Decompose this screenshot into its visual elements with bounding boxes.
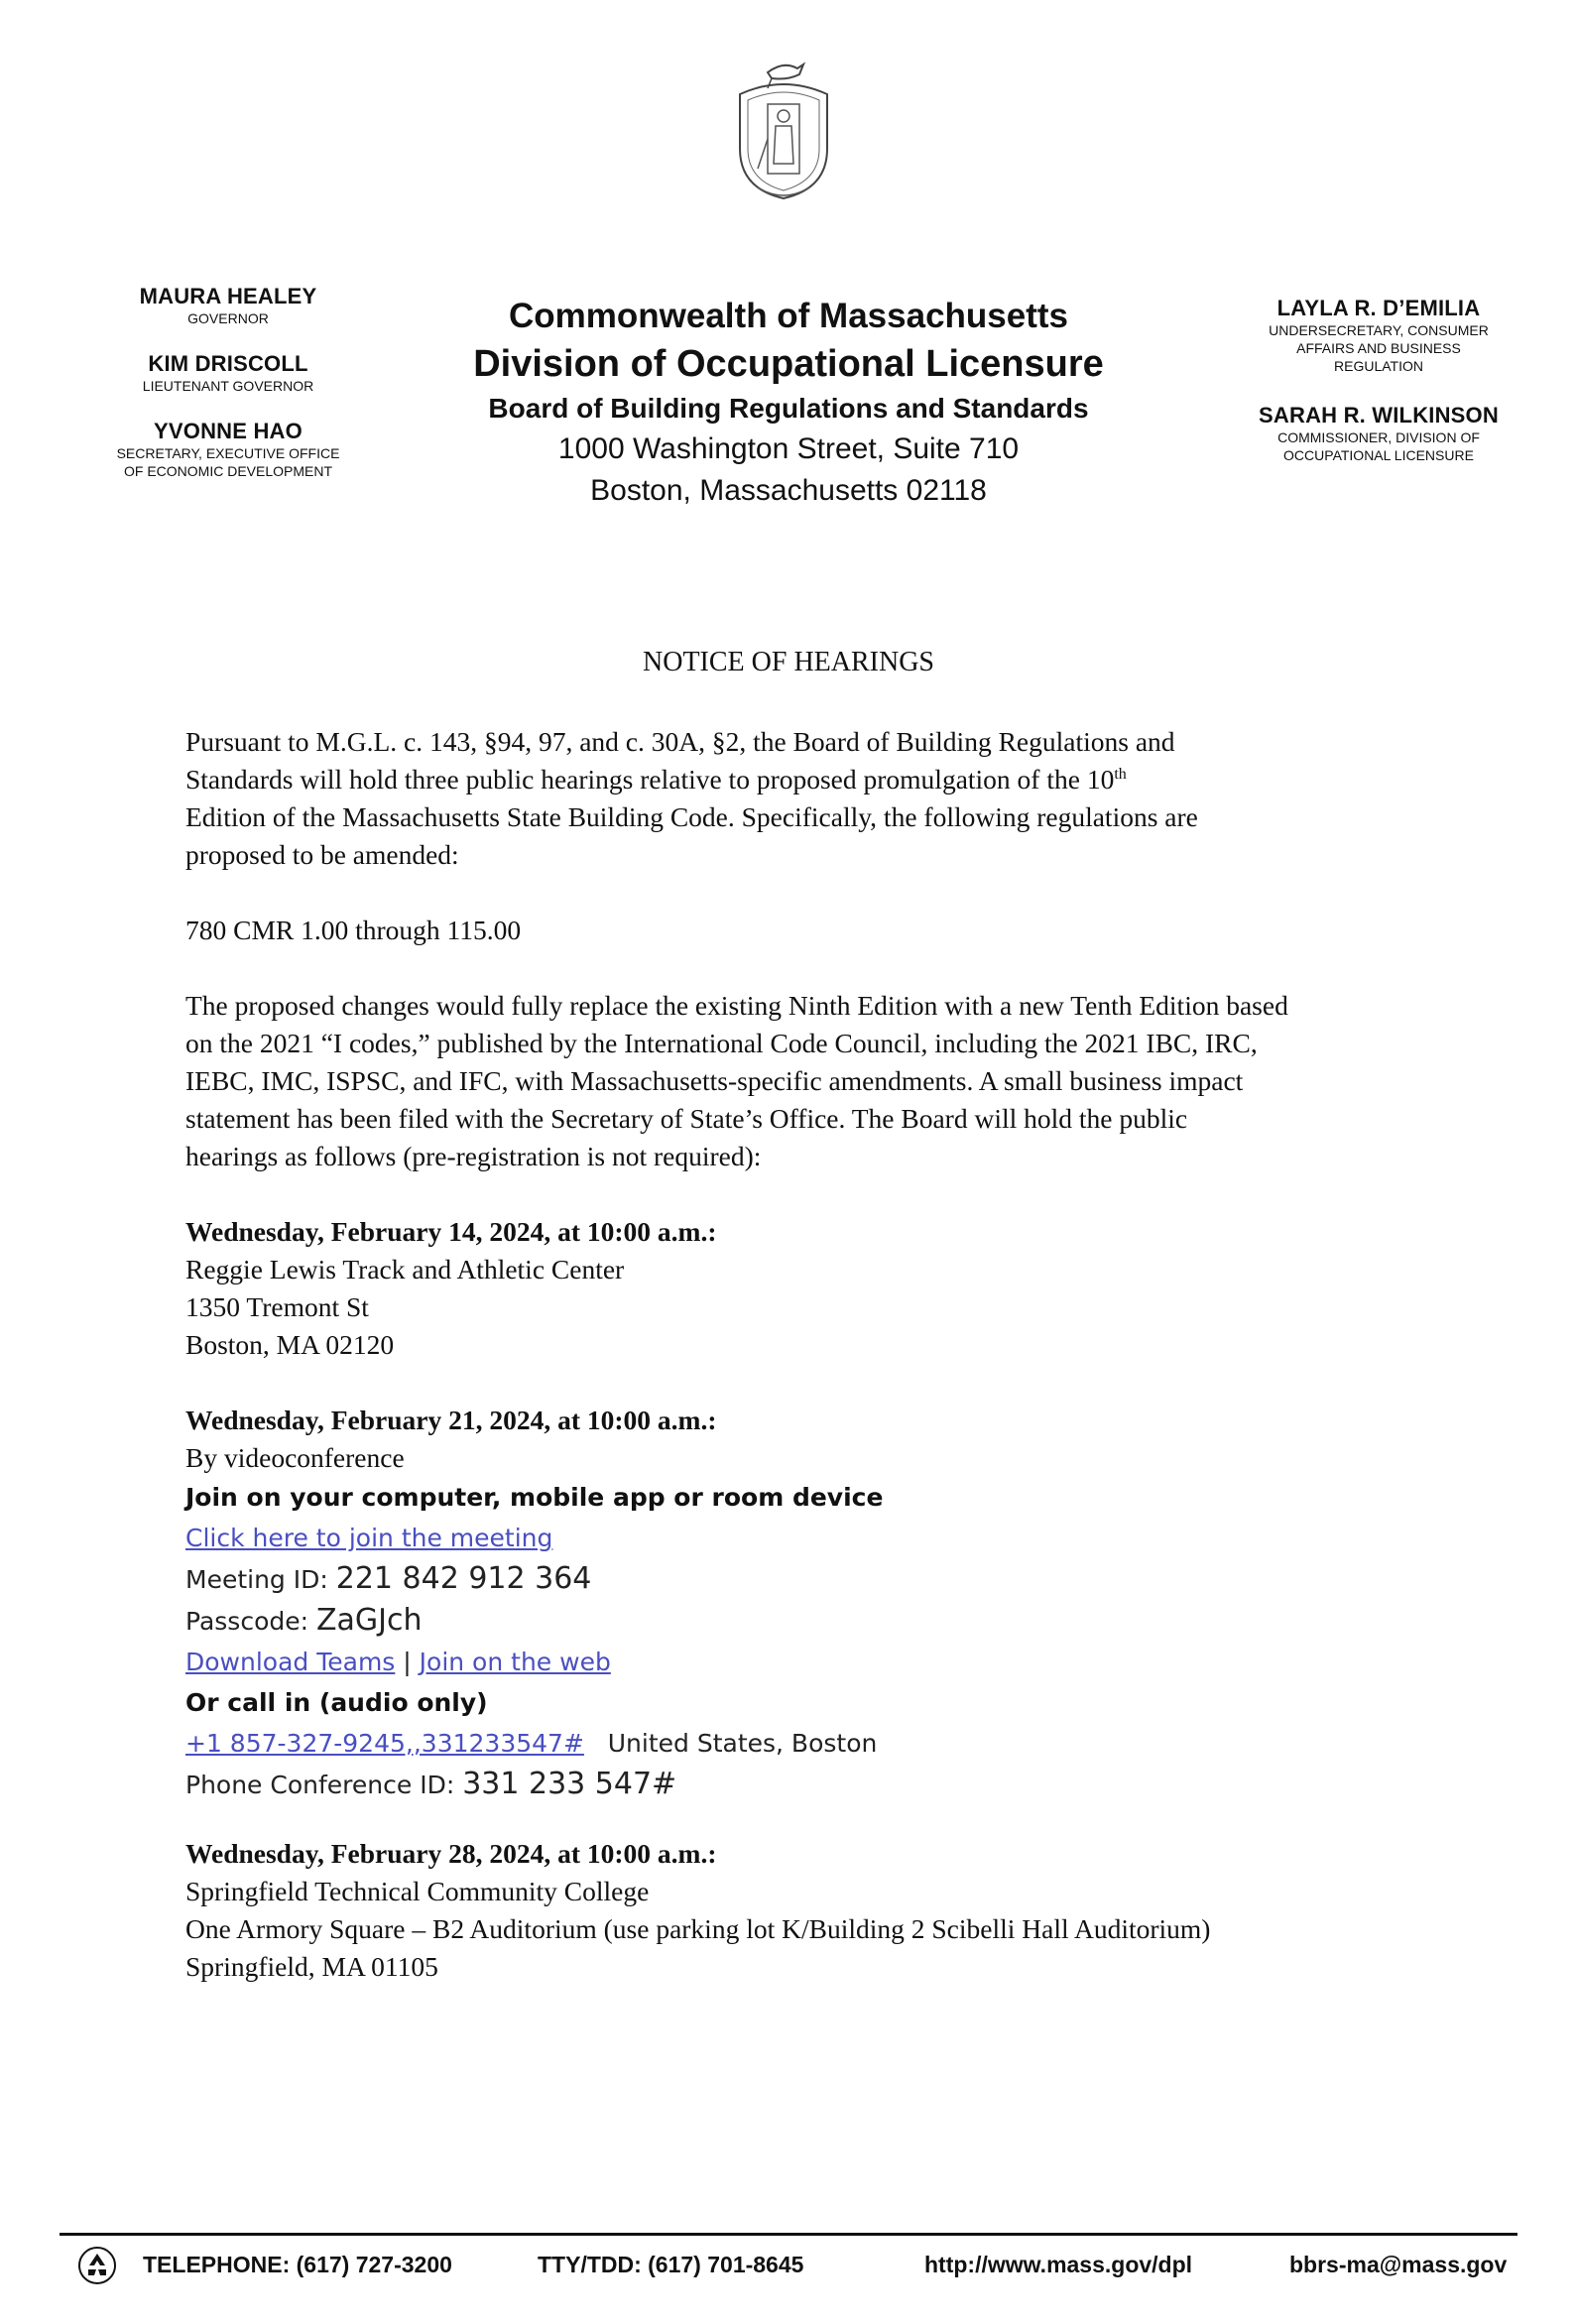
passcode: Passcode: ZaGJch (185, 1603, 423, 1638)
letterhead (417, 294, 1160, 512)
regulation-reference: 780 CMR 1.00 through 115.00 (185, 915, 522, 945)
address-line-1: 1000 Washington Street, Suite 710 (557, 432, 1020, 465)
official-lieutenant-governor (60, 351, 397, 395)
address-line-2: Boston, Massachusetts 02118 (590, 474, 987, 507)
officials-left (60, 284, 397, 504)
official-commissioner (1230, 403, 1527, 464)
footer-tty: TTY/TDD: (617) 701-8645 (538, 2252, 804, 2277)
official-title: UNDERSECRETARY, CONSUMER (1269, 322, 1489, 338)
official-undersecretary (1230, 296, 1527, 375)
official-title: GOVERNOR (187, 310, 269, 326)
join-heading: Join on your computer, mobile app or room device (185, 1483, 884, 1512)
phone-dial-link[interactable]: +1 857-327-9245,,331233547# (185, 1729, 584, 1758)
join-web-link[interactable]: Join on the web (419, 1648, 611, 1676)
official-title: COMMISSIONER, DIVISION OF (1277, 429, 1480, 445)
footer-telephone: TELEPHONE: (617) 727-3200 (143, 2252, 452, 2277)
changes-line: on the 2021 “I codes,” published by the International Code Council, including the 2021 IBC, IRC, (185, 1028, 1258, 1058)
official-name: MAURA HEALEY (139, 284, 317, 308)
division-title: Division of Occupational Licensure (473, 343, 1104, 385)
download-teams-link[interactable]: Download Teams (185, 1648, 396, 1676)
official-name: SARAH R. WILKINSON (1259, 403, 1499, 428)
hearing-date: Wednesday, February 14, 2024, at 10:00 a.m.: (185, 1216, 717, 1247)
official-title: AFFAIRS AND BUSINESS (1296, 340, 1461, 356)
hearing-3 (185, 1835, 1425, 1986)
hearing-date: Wednesday, February 21, 2024, at 10:00 a.m.: (185, 1405, 717, 1435)
official-secretary (60, 419, 397, 480)
hearing-2 (185, 1402, 1425, 1805)
changes-line: The proposed changes would fully replace the existing Ninth Edition with a new Tenth Edition based (185, 990, 1288, 1021)
hearing-location-line: Reggie Lewis Track and Athletic Center (185, 1254, 625, 1284)
link-separator: | (395, 1648, 420, 1676)
notice-title: NOTICE OF HEARINGS (643, 647, 934, 677)
hearing-1 (185, 1213, 1425, 1364)
intro-line: Standards will hold three public hearings relative to proposed promulgation of the 10th (185, 764, 1127, 795)
commonwealth-title: Commonwealth of Massachusetts (509, 297, 1068, 335)
teams-meeting-info (185, 1477, 1425, 1805)
hearing-mode: By videoconference (185, 1442, 405, 1473)
commonwealth-seal (728, 55, 839, 203)
hearing-location-line: 1350 Tremont St (185, 1291, 369, 1322)
official-governor (60, 284, 397, 327)
hearing-location-line: Boston, MA 02120 (185, 1329, 395, 1360)
official-title: SECRETARY, EXECUTIVE OFFICE (116, 445, 340, 461)
meeting-id: Meeting ID: 221 842 912 364 (185, 1561, 592, 1596)
recycle-icon (77, 2246, 117, 2285)
footer-email[interactable]: bbrs-ma@mass.gov (1289, 2252, 1508, 2277)
board-title: Board of Building Regulations and Standards (488, 393, 1089, 424)
changes-line: hearings as follows (pre-registration is not required): (185, 1141, 762, 1171)
footer-divider (60, 2233, 1517, 2236)
join-meeting-link[interactable]: Click here to join the meeting (185, 1524, 553, 1552)
official-name: LAYLA R. D’EMILIA (1276, 296, 1481, 320)
phone-location: United States, Boston (583, 1729, 878, 1758)
official-name: YVONNE HAO (154, 419, 303, 443)
hearing-location-line: Springfield Technical Community College (185, 1876, 650, 1906)
official-title: LIEUTENANT GOVERNOR (142, 378, 314, 394)
call-in-heading: Or call in (audio only) (185, 1688, 488, 1717)
hearing-date: Wednesday, February 28, 2024, at 10:00 a.m.: (185, 1838, 717, 1869)
notice-body (185, 723, 1425, 1986)
intro-line: Edition of the Massachusetts State Building Code. Specifically, the following regulations are (185, 801, 1198, 832)
changes-line: IEBC, IMC, ISPSC, and IFC, with Massachusetts-specific amendments. A small business impact (185, 1065, 1244, 1096)
intro-line: Pursuant to M.G.L. c. 143, §94, 97, and c. 30A, §2, the Board of Building Regulations and (185, 726, 1175, 757)
intro-line: proposed to be amended: (185, 839, 459, 870)
official-title: OCCUPATIONAL LICENSURE (1283, 447, 1474, 463)
changes-line: statement has been filed with the Secretary of State’s Office. The Board will hold the public (185, 1103, 1188, 1134)
hearing-location-line: One Armory Square – B2 Auditorium (use parking lot K/Building 2 Scibelli Hall Auditorium) (185, 1913, 1211, 1944)
officials-right (1230, 296, 1527, 488)
footer-website[interactable]: http://www.mass.gov/dpl (924, 2252, 1193, 2277)
hearing-location-line: Springfield, MA 01105 (185, 1951, 438, 1982)
phone-conference-id: Phone Conference ID: 331 233 547# (185, 1767, 677, 1801)
official-title: REGULATION (1334, 358, 1423, 374)
official-title: OF ECONOMIC DEVELOPMENT (123, 463, 333, 479)
footer (60, 2246, 1517, 2285)
official-name: KIM DRISCOLL (148, 351, 308, 376)
